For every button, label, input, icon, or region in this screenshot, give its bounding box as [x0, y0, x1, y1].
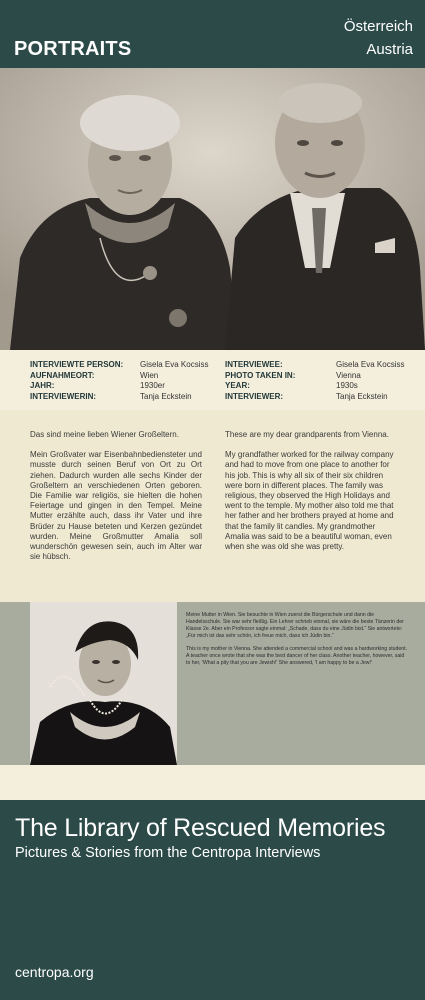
meta-labels-german — [30, 360, 123, 402]
photo-metadata — [0, 350, 425, 410]
meta-label: AUFNAHMEORT: — [30, 370, 95, 380]
meta-labels-english — [225, 360, 295, 402]
library-subtitle: Pictures & Stories from the Centropa Interviews — [15, 845, 321, 861]
grandparents-photo — [0, 68, 425, 350]
country-english: Austria — [366, 41, 413, 58]
meta-value: Wien — [140, 370, 159, 380]
meta-values-english — [336, 360, 404, 402]
header-bar — [0, 0, 425, 68]
footer-bar — [0, 800, 425, 1000]
caption-german: Meine Mutter in Wien. Sie besuchte in Wien zuerst die Bürgerschule und dann die Handelsschule. Sie war sehr fleißig. Ein Lehrer schrieb einmal, sie wäre die beste Tänzerin der Klasse 2e. Aber ein Professor sagte einmal: „Schade, dass du eine Jüdin bist.“ Sie antwortete: „Für mich ist das sehr schön, ich freue mich, dass ich Jüdin bin.“ — [186, 612, 404, 639]
meta-label: JAHR: — [30, 381, 55, 390]
mother-photo — [30, 602, 177, 765]
story-paragraph: My grandfather worked for the railway company and had to move from one place to another for his job. This is why all six of their six children were born in different places. The family was religious, they observed the High Holidays and went to the temple. My mother also told me that her father and her brothers prayed at home and that the family lit candles. My grandmother Amalia was said to be a beautiful woman, even when she was old she was pretty. — [225, 450, 394, 552]
caption-english: This is my mother in Vienna. She attended a commercial school and was a hardworking student. A teacher once wrote that she was the best dancer of her class. Another teacher, however, said to her, 'What a pity that you are Jewish!' She answered, 'I am happy to be a Jew!' — [186, 646, 408, 666]
spacer-band — [0, 765, 425, 800]
section-title: PORTRAITS — [14, 38, 132, 60]
story-german — [30, 430, 202, 572]
meta-values-german — [140, 360, 208, 402]
meta-value: Gisela Eva Kocsiss — [140, 360, 209, 369]
mother-captions — [186, 612, 408, 673]
meta-label: INTERVIEWEE: — [225, 360, 283, 369]
library-title: The Library of Rescued Memories — [15, 814, 386, 842]
story-paragraph: Mein Großvater war Eisenbahnbediensteter und musste durch seinen Beruf von Ort zu Ort ziehen. Dadurch wurden alle sechs Kinder der Großeltern an verschiedenen Orten geboren. Die Familie war religiös, sie hielten die hohen Feiertage und gingen in den Tempel. Meine Mutter erzählte auch, dass ihr Vater und ihre Brüder zu Hause beteten und Kerzen gezündet wurden. Meine Großmutter Amalia soll wunderschön gewesen sein, auch im Alter war sie hübsch. — [30, 450, 202, 562]
meta-label: INTERVIEWER: — [225, 391, 284, 401]
grandparents-photo-illustration — [0, 68, 425, 350]
meta-label: YEAR: — [225, 381, 250, 390]
country-german: Österreich — [343, 18, 413, 35]
meta-value: Tanja Eckstein — [336, 391, 388, 401]
mother-photo-illustration — [30, 602, 177, 765]
meta-value: Tanja Eckstein — [140, 391, 192, 401]
meta-value: 1930er — [140, 381, 165, 390]
website-link[interactable]: centropa.org — [15, 964, 94, 980]
story-paragraph: Das sind meine lieben Wiener Großeltern. — [30, 430, 179, 439]
story-english — [225, 430, 397, 562]
meta-label: INTERVIEWERIN: — [30, 391, 97, 401]
meta-label: PHOTO TAKEN IN: — [225, 370, 296, 380]
story-text-section — [0, 410, 425, 602]
meta-value: Gisela Eva Kocsiss — [336, 360, 405, 369]
meta-value: Vienna — [336, 370, 361, 380]
meta-value: 1930s — [336, 381, 358, 390]
story-paragraph: These are my dear grandparents from Vienna. — [225, 430, 389, 439]
meta-label: INTERVIEWTE PERSON: — [30, 360, 124, 369]
